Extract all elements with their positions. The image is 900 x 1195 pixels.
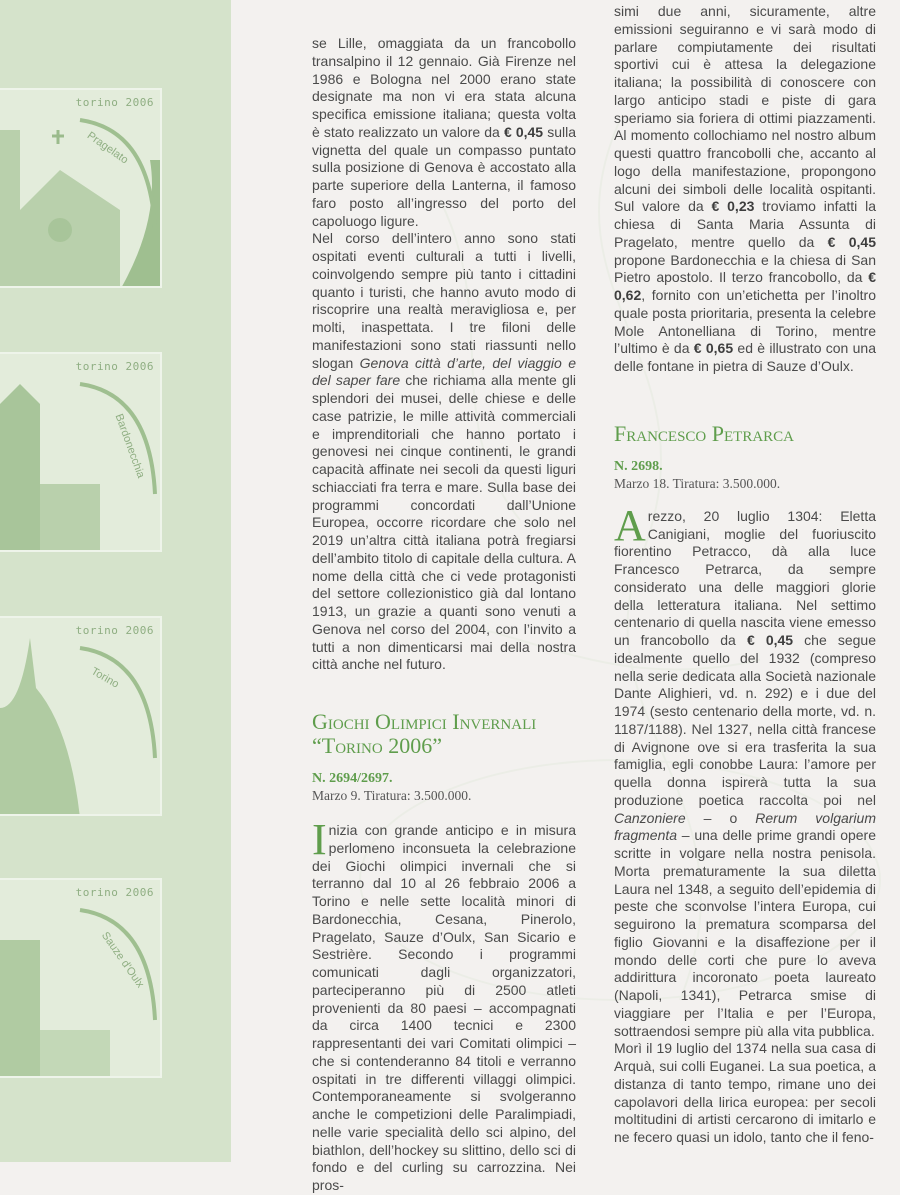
paragraph	[312, 230, 576, 674]
section-title-torino	[312, 710, 576, 758]
price-value: € 0,45	[827, 233, 876, 250]
paragraph-text	[312, 815, 576, 1193]
issue-info: Marzo 9. Tiratura: 3.500.000.	[312, 788, 472, 803]
paragraph	[312, 815, 576, 1195]
stamp-brand: torino 2006	[75, 96, 154, 109]
price-value: € 0,65	[693, 340, 734, 357]
stamp-location: Torino	[89, 665, 121, 691]
text-run: propone Bardonecchia e la chiesa di San Pietro apostolo. Il terzo francobollo, da	[614, 251, 876, 286]
mole-antonelliana-illustration	[0, 618, 162, 816]
paragraph	[614, 500, 876, 1041]
price-value: € 0,23	[711, 198, 755, 215]
stamp-location: Pragelato	[84, 129, 131, 167]
text-run: che segue idealmente quello del 1932 (compreso nella serie dedicata alla Società nazionale Dante Alighieri, vd. n. 292) e i due del 1974 (sesto centenario della morte, vd. n. 1187/1188). Nel 1327, nella città francese di Avignone ove si era trasferita la sua famiglia, egli conobbe Laura: l’amore per quella donna ispirerà tutta la sua produzione poetica raccolta poi nel	[614, 632, 876, 808]
text-run: se Lille, omaggiata da un francobollo transalpino il 12 gennaio. Già Firenze nel 1986 e Bologna nel 2000 erano state designate ma non vi era stata alcuna specifica emissione italiana; questa volta è stato realizzato un valore da	[312, 35, 576, 140]
right-column	[614, 0, 876, 1147]
paragraph-text	[614, 500, 876, 1039]
catalog-number: N. 2694/2697.	[312, 771, 393, 786]
stamp-pragelato	[0, 88, 162, 288]
price-value: € 0,45	[746, 632, 794, 648]
stamp-brand: torino 2006	[75, 624, 154, 637]
italic-text: Genova città d’arte, del viaggio e del saper fare	[312, 354, 576, 389]
stamp-brand: torino 2006	[75, 886, 154, 899]
stamp-brand: torino 2006	[75, 360, 154, 373]
text-run: simi due anni, sicuramente, altre emissioni seguiranno e vi sarà modo di parlare compiutamente dei risultati sportivi cui è attesa la delegazione italiana; la possibilità di conoscere con largo anticipo stadi e piste di gara speriamo sia foriera di ottimi piazzamenti. Al momento collochiamo nel nostro album questi quattro francobolli che, accanto al logo della manifestazione, propongono alcuni dei simboli delle località ospitanti. Sul valore da	[614, 3, 876, 215]
stamp-location: Sauze d'Oulx	[98, 929, 147, 991]
genova-article-continuation	[312, 35, 576, 674]
torino-article-body	[312, 815, 576, 1195]
price-value: € 0,45	[503, 123, 544, 140]
text-run: Nel corso dell’intero anno sono stati ospitati eventi culturali a tutti i livelli, coinvolgendo sempre più tanto i cittadini quanto i turisti, che hanno avuto modo di riscoprire una realtà meravigliosa e, per molti, inaspettata. I tre filoni delle manifestazioni sono stati riassunti nello slogan	[312, 230, 576, 371]
drop-cap: I	[312, 815, 327, 864]
church-illustration	[0, 90, 162, 288]
torino-article-continuation	[614, 3, 876, 376]
title-line: Giochi Olimpici Invernali	[312, 709, 537, 734]
text-run: sulla vignetta del quale un compasso puntato sulla posizione di Genova è accostato alla parte superiore della Lanterna, il famoso faro posto all’ingresso del porto del capoluogo ligure.	[312, 123, 576, 229]
text-run: – una delle prime grandi opere scritte in volgare nella nostra penisola. Morta prematuramente la sua diletta Laura nel 1348, a seguito dell’epidemia di peste che sconvolse l’intera Europa, cui seguirono la prematura scomparsa del figlio Giovanni e la disaffezione per il mondo delle corti che pure lo aveva addirittura incoronato poeta laureato (Napoli, 1341), Petrarca smise di viaggiare per l’Italia e per l’Europa, sottraendosi sempre più alla vita pubblica.	[614, 827, 876, 1039]
text-run: nizia con grande anticipo e in misura perlomeno inconsueta la celebrazione dei Giochi olimpici invernali che si terranno dal 10 al 26 febbraio 2006 a Torino e nelle sette località minori di Bardonecchia, Cesana, Pinerolo, Pragelato, Sauze d’Oulx, San Sicario e Sestrière. Secondo i programmi comunicati dagli organizzatori, parteciperanno più di 2500 atleti provenienti da 80 paesi – accompagnati da circa 1400 tecnici e 2300 rappresentanti dei vari Comitati olimpici – che si contenderanno 84 titoli e verranno ospitati in tre differenti villaggi olimpici. Contemporaneamente si svolgeranno anche le competizioni delle Paralimpiadi, nelle varie specialità dello sci alpino, del biathlon, dell’hockey su slittino, dello sci di fondo e del curling su carrozzina. Nei pros-	[312, 822, 576, 1193]
italic-text: Rerum volgarium fragmenta	[614, 809, 876, 844]
text-run: – o	[685, 809, 756, 826]
stamp-location: Bardonecchia	[112, 412, 147, 480]
italic-text: Canzoniere	[614, 809, 686, 826]
petrarca-article-body	[614, 500, 876, 1147]
stamp-sauze-doulx	[0, 878, 162, 1078]
text-run: ed è illustrato con una delle fontane in pietra di Sauze d’Oulx.	[614, 340, 876, 374]
text-run: che richiama alla mente gli splendori dei musei, delle chiese e delle case patrizie, le mille attività commerciali e imprenditoriali che hanno portato i genovesi nei cinque continenti, le grandi capacità affinate nei secoli da questi liguri schiacciati fra terra e mare. Sulla base dei programmi concordati dall’Unione Europea, occorre ricordare che solo nel 2019 un’altra città italiana potrà fregiarsi dell’ambito titolo di capitale della cultura. A nome della città che ci vede protagonisti del settore collezionistico già dal lontano 1913, un grazie a quanti sono venuti a Genova nel corso del 2004, con l’invito a tutti a non dimenticarsi mai della nostra città anche nel futuro.	[312, 372, 576, 673]
text-run: troviamo infatti la chiesa di Santa Maria Assunta di Pragelato, mentre quello da	[614, 198, 876, 250]
stamp-bardonecchia	[0, 352, 162, 552]
paragraph	[614, 3, 876, 376]
section-title-petrarca: Francesco Petrarca	[614, 420, 794, 446]
paragraph	[312, 35, 576, 230]
left-column	[312, 0, 576, 1195]
price-value: € 0,62	[614, 269, 876, 303]
text-run: Morì il 19 luglio del 1374 nella sua casa di Arquà, sui colli Euganei. La sua poetica, a distanza di tanto tempo, rimane uno dei capolavori della lirica europea: per secoli moltitudini di artisti cercarono di imitarlo e ne fecero quasi un idolo, tanto che il feno-	[614, 1040, 876, 1145]
drop-cap: A	[614, 500, 646, 550]
catalog-number: N. 2698.	[614, 458, 663, 474]
text-run: rezzo, 20 luglio 1304: Eletta Canigiani, moglie del fuoriuscito fiorentino Petracco, dà alla luce Francesco Petrarca, da sempre considerato una delle maggiori glorie della letteratura italiana. Nel settimo centenario di quella nascita viene emesso un francobollo da	[614, 507, 876, 648]
issue-info: Marzo 18. Tiratura: 3.500.000.	[614, 475, 781, 491]
stamp-torino	[0, 616, 162, 816]
paragraph	[614, 1040, 876, 1147]
text-run: , fornito con un’etichetta per l’inoltro quale posta prioritaria, presenta la celebre Mole Antonelliana di Torino, mentre l’ultimo è da	[614, 287, 876, 357]
title-line: “Torino 2006”	[312, 733, 442, 758]
